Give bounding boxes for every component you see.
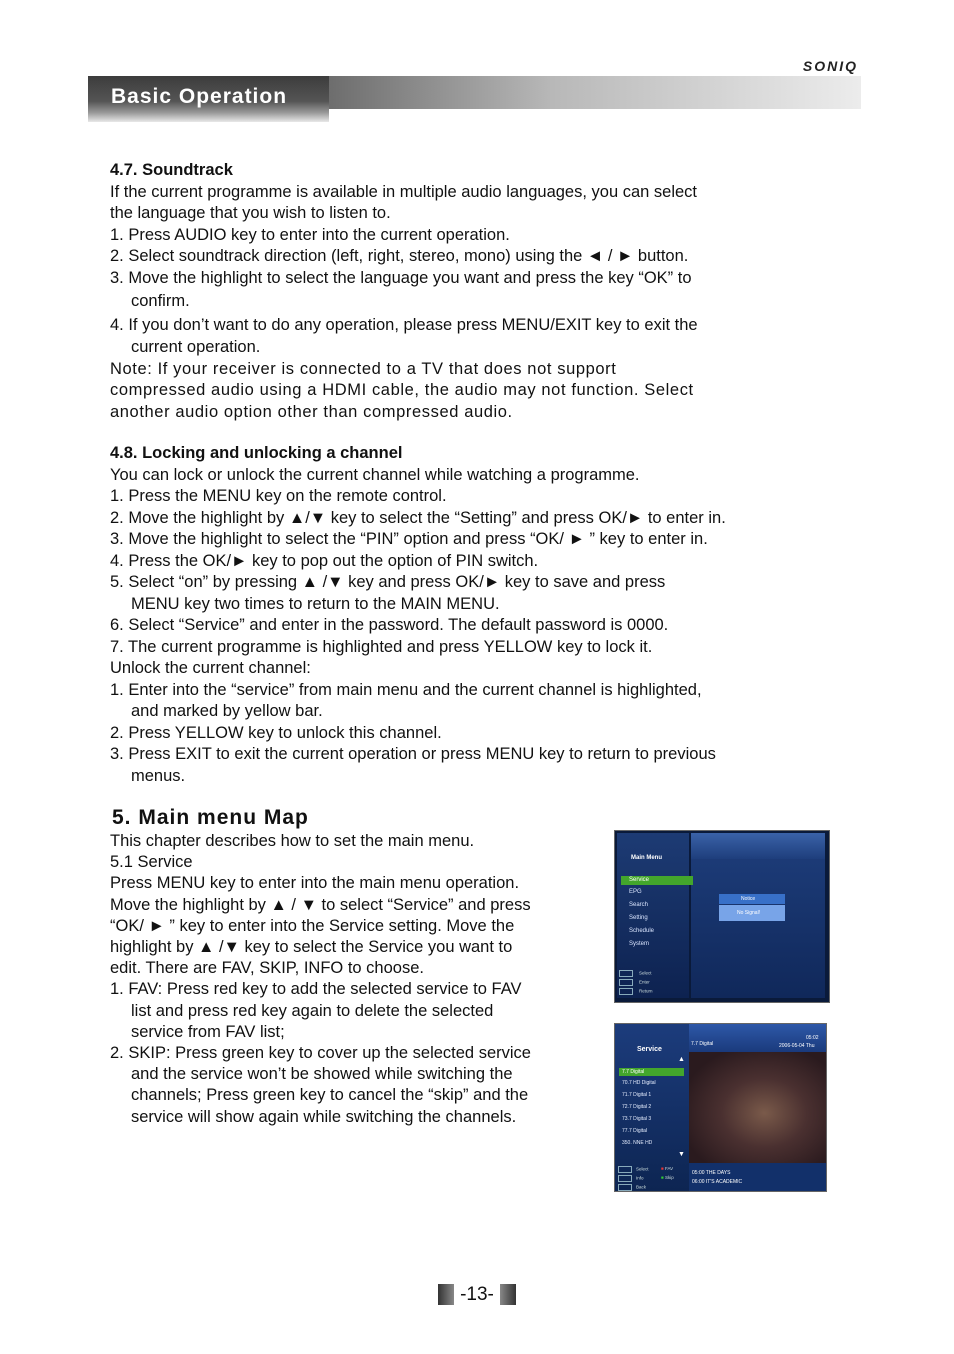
down-arrow-icon: ▼ bbox=[678, 1151, 685, 1158]
updown-key-icon bbox=[618, 1166, 632, 1173]
ok-key-icon bbox=[619, 979, 633, 986]
note-line: Note: If your receiver is connected to a TV that does not support bbox=[110, 359, 617, 378]
text-line: 3. Press EXIT to exit the current operation or press MENU key to return to previous bbox=[110, 745, 716, 763]
menu-item-system[interactable]: System bbox=[629, 941, 650, 947]
text-line: and marked by yellow bar. bbox=[131, 702, 323, 720]
text-line: 1. Enter into the “service” from main menu and the current channel is highlighted, bbox=[110, 680, 702, 699]
menu-key-icon bbox=[619, 988, 633, 995]
page-number-badge bbox=[438, 1284, 516, 1305]
text-line: and the service won’t be showed while switching the bbox=[131, 1065, 513, 1084]
video-preview bbox=[689, 1052, 826, 1163]
text-line: list and press red key again to delete the selected bbox=[131, 1001, 494, 1020]
epg-bar bbox=[689, 1163, 826, 1191]
service-title: Service bbox=[637, 1046, 662, 1053]
text-line: the language that you wish to listen to. bbox=[110, 204, 391, 222]
menu-item-setting[interactable]: Setting bbox=[629, 915, 648, 921]
text-line: “OK/ ► ” key to enter into the Service setting. Move the bbox=[110, 916, 515, 935]
main-menu-section bbox=[110, 831, 620, 1128]
service-item[interactable]: 71.7 Digital 1 bbox=[622, 1092, 652, 1098]
text-line: service will show again while switching the channels. bbox=[131, 1107, 517, 1126]
help-select: Select bbox=[618, 1166, 649, 1173]
locking-section bbox=[110, 443, 840, 787]
updown-key-icon bbox=[619, 970, 633, 977]
channel-name: 7.7 Digital bbox=[691, 1041, 714, 1047]
help-select: Select bbox=[619, 970, 652, 977]
page-number: -13- bbox=[460, 1284, 494, 1305]
text-line: 5. Select “on” by pressing ▲ /▼ key and press OK/► key to save and press bbox=[110, 573, 666, 591]
clock-date: 2006-05-04 Thu bbox=[779, 1043, 815, 1049]
green-key-icon: ■ bbox=[661, 1175, 665, 1180]
menu-item-search[interactable]: Search bbox=[629, 902, 649, 908]
service-item[interactable]: 77.7 Digital bbox=[622, 1128, 648, 1134]
text-line: menus. bbox=[131, 766, 186, 785]
soundtrack-heading: 4.7. Soundtrack bbox=[110, 161, 233, 179]
text-line: Press MENU key to enter into the main menu operation. bbox=[110, 874, 520, 893]
menu-item-epg[interactable]: EPG bbox=[629, 889, 642, 895]
service-item[interactable]: 70.7 HD Digital bbox=[622, 1080, 656, 1086]
brand-logo: SONIQ bbox=[802, 58, 858, 74]
text-line: 3. Move the highlight to select the “PIN” option and press “OK/ ► ” key to enter in. bbox=[110, 530, 708, 548]
service-item[interactable]: 72.7 Digital 2 bbox=[622, 1104, 652, 1110]
text-line: 6. Select “Service” and enter in the password. The default password is 0000. bbox=[110, 616, 669, 634]
text-line: Unlock the current channel: bbox=[110, 659, 311, 677]
up-arrow-icon: ▲ bbox=[678, 1056, 685, 1063]
section-title: Basic Operation bbox=[111, 85, 288, 108]
text-line: 5.1 Service bbox=[110, 853, 193, 872]
locking-heading: 4.8. Locking and unlocking a channel bbox=[110, 444, 403, 462]
main-menu-screenshot bbox=[614, 830, 830, 1003]
soundtrack-section bbox=[110, 160, 840, 423]
text-line: highlight by ▲ /▼ key to select the Service you want to bbox=[110, 938, 513, 957]
text-line: Move the highlight by ▲ / ▼ to select “Service” and press bbox=[110, 895, 531, 914]
epg-now: 05:00 THE DAYS bbox=[692, 1170, 731, 1176]
note-line: compressed audio using a HDMI cable, the audio may not function. Select bbox=[110, 381, 694, 399]
menu-key-icon bbox=[618, 1184, 632, 1191]
text-line: 1. FAV: Press red key to add the selected service to FAV bbox=[110, 980, 522, 999]
help-info: Info bbox=[618, 1175, 644, 1182]
text-line: 2. Press YELLOW key to unlock this channel. bbox=[110, 723, 442, 742]
text-line: current operation. bbox=[131, 338, 261, 356]
menu-item-service[interactable]: Service bbox=[621, 876, 693, 885]
service-screenshot bbox=[614, 1023, 827, 1192]
help-enter: Enter bbox=[619, 979, 650, 986]
help-return: Return bbox=[619, 988, 653, 995]
menu-title: Main Menu bbox=[631, 855, 662, 861]
text-line: 2. Select soundtrack direction (left, right, stereo, mono) using the ◄ / ► button. bbox=[110, 247, 689, 265]
notice-title: Notice bbox=[719, 894, 785, 904]
text-line: This chapter describes how to set the main menu. bbox=[110, 832, 475, 850]
text-line: edit. There are FAV, SKIP, INFO to choose. bbox=[110, 959, 424, 978]
epg-next: 06:00 IT'S ACADEMIC bbox=[692, 1179, 743, 1185]
service-item[interactable]: 350. NNE HD bbox=[622, 1140, 653, 1146]
main-menu-heading: 5. Main menu Map bbox=[112, 806, 309, 829]
text-line: 4. Press the OK/► key to pop out the option of PIN switch. bbox=[110, 551, 539, 570]
service-item[interactable]: 73.7 Digital 3 bbox=[622, 1116, 652, 1122]
text-line: You can lock or unlock the current channel while watching a programme. bbox=[110, 465, 640, 484]
help-back: Back bbox=[618, 1184, 646, 1191]
text-line: 3. Move the highlight to select the language you want and press the key “OK” to bbox=[110, 268, 692, 287]
note-line: another audio option other than compressed audio. bbox=[110, 402, 513, 421]
help-skip: ■ Skip bbox=[661, 1175, 674, 1180]
text-line: MENU key two times to return to the MAIN MENU. bbox=[131, 594, 500, 613]
preview-header bbox=[691, 833, 825, 859]
menu-item-schedule[interactable]: Schedule bbox=[629, 928, 655, 934]
clock-time: 05:02 bbox=[806, 1035, 819, 1041]
help-fav: ■ FAV bbox=[661, 1166, 674, 1171]
service-item[interactable]: 7.7 Digital bbox=[619, 1068, 684, 1076]
info-key-icon bbox=[618, 1175, 632, 1182]
notice-text: No Signal! bbox=[719, 905, 785, 921]
text-line: If the current programme is available in multiple audio languages, you can select bbox=[110, 182, 697, 201]
text-line: 1. Press the MENU key on the remote control. bbox=[110, 487, 447, 505]
text-line: 7. The current programme is highlighted and press YELLOW key to lock it. bbox=[110, 637, 653, 656]
text-line: 2. Move the highlight by ▲/▼ key to select the “Setting” and press OK/► to enter in. bbox=[110, 508, 726, 527]
text-line: service from FAV list; bbox=[131, 1022, 285, 1041]
notice-dialog bbox=[719, 894, 785, 924]
text-line: confirm. bbox=[131, 292, 190, 310]
text-line: 1. Press AUDIO key to enter into the current operation. bbox=[110, 225, 510, 244]
text-line: channels; Press green key to cancel the “skip” and the bbox=[131, 1086, 529, 1105]
text-line: 4. If you don’t want to do any operation, please press MENU/EXIT key to exit the bbox=[110, 316, 698, 334]
text-line: 2. SKIP: Press green key to cover up the selected service bbox=[110, 1044, 531, 1063]
red-key-icon: ■ bbox=[661, 1166, 665, 1171]
